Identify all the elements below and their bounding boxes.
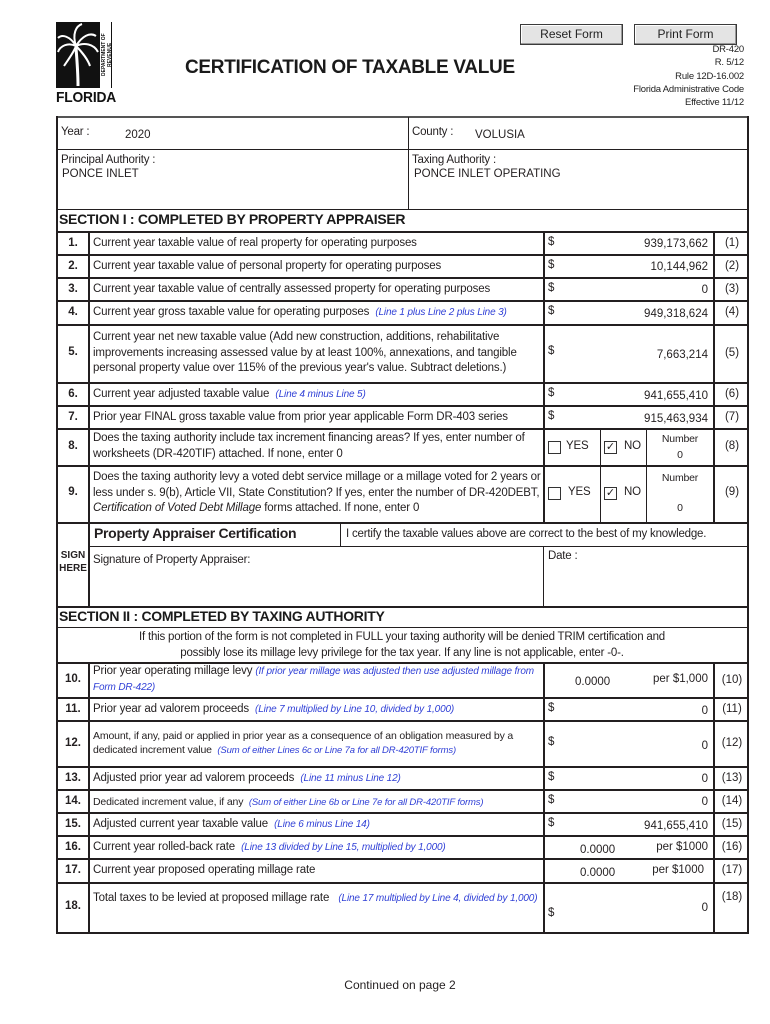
- checkmark-icon: ✓: [605, 487, 616, 499]
- year-field[interactable]: 2020: [125, 129, 151, 141]
- section-2-title: SECTION II : COMPLETED BY TAXING AUTHORITY: [59, 608, 385, 624]
- section-1-title: SECTION I : COMPLETED BY PROPERTY APPRAISER: [59, 211, 406, 227]
- county-field[interactable]: VOLUSIA: [475, 129, 525, 141]
- taxing-authority-label: Taxing Authority :: [412, 154, 496, 166]
- line-5-value[interactable]: 7,663,214: [656, 349, 708, 361]
- line-8-number-field[interactable]: 0: [677, 449, 683, 461]
- print-form-button[interactable]: Print Form: [634, 24, 737, 45]
- line-15-value[interactable]: 941,655,410: [644, 820, 708, 832]
- line-9-number-field[interactable]: 0: [677, 502, 683, 514]
- year-label: Year :: [61, 126, 90, 138]
- page-title: CERTIFICATION OF TAXABLE VALUE: [185, 57, 515, 78]
- logo-text: FLORIDA: [56, 89, 117, 106]
- line-9-yes-checkbox[interactable]: [548, 487, 561, 500]
- line-8-yes-checkbox[interactable]: [548, 441, 561, 454]
- form-identifier: DR-420 R. 5/12 Rule 12D-16.002 Florida Administrative Code Effective 11/12: [633, 44, 744, 109]
- line-13-value[interactable]: 0: [701, 773, 708, 785]
- logo-side-text: DEPARTMENT OF REVENUE: [99, 22, 111, 88]
- line-7-value[interactable]: 915,463,934: [644, 413, 708, 425]
- signature-field[interactable]: [92, 566, 540, 604]
- continued-note: Continued on page 2: [344, 978, 456, 992]
- line-8-no-checkbox[interactable]: [604, 441, 617, 454]
- line-18-value[interactable]: 0: [701, 902, 708, 914]
- certification-statement: I certify the taxable values above are correct to the best of my knowledge.: [346, 528, 707, 540]
- county-label: County :: [412, 126, 454, 138]
- line-17-value[interactable]: 0.0000: [580, 867, 616, 879]
- line-4-value[interactable]: 949,318,624: [644, 308, 708, 320]
- reset-form-button[interactable]: Reset Form: [520, 24, 623, 45]
- signature-label: Signature of Property Appraiser:: [93, 554, 251, 566]
- sign-here-label: SIGN HERE: [59, 550, 87, 574]
- date-field[interactable]: [548, 566, 744, 604]
- date-label: Date :: [548, 550, 578, 562]
- taxing-authority-field[interactable]: PONCE INLET OPERATING: [414, 168, 561, 180]
- line-14-value[interactable]: 0: [701, 796, 708, 808]
- certification-title: Property Appraiser Certification: [94, 525, 297, 541]
- line-16-value[interactable]: 0.0000: [580, 844, 616, 856]
- line-9-no-checkbox[interactable]: [604, 487, 617, 500]
- section-2-warning: If this portion of the form is not completed in FULL your taxing authority will be denied TRIM certification and possibly lose its millage levy privilege for the tax year. If any line is not applicable, enter -0-.: [138, 631, 666, 659]
- line-6-value[interactable]: 941,655,410: [644, 390, 708, 402]
- line-1-value[interactable]: 939,173,662: [644, 238, 708, 250]
- line-11-value[interactable]: 0: [701, 705, 708, 717]
- checkmark-icon: ✓: [605, 441, 616, 453]
- principal-authority-label: Principal Authority :: [61, 154, 156, 166]
- line-3-value[interactable]: 0: [701, 284, 708, 296]
- line-10-value[interactable]: 0.0000: [575, 676, 611, 688]
- line-12-value[interactable]: 0: [701, 740, 708, 752]
- principal-authority-field[interactable]: PONCE INLET: [62, 168, 139, 180]
- line-2-value[interactable]: 10,144,962: [650, 261, 708, 273]
